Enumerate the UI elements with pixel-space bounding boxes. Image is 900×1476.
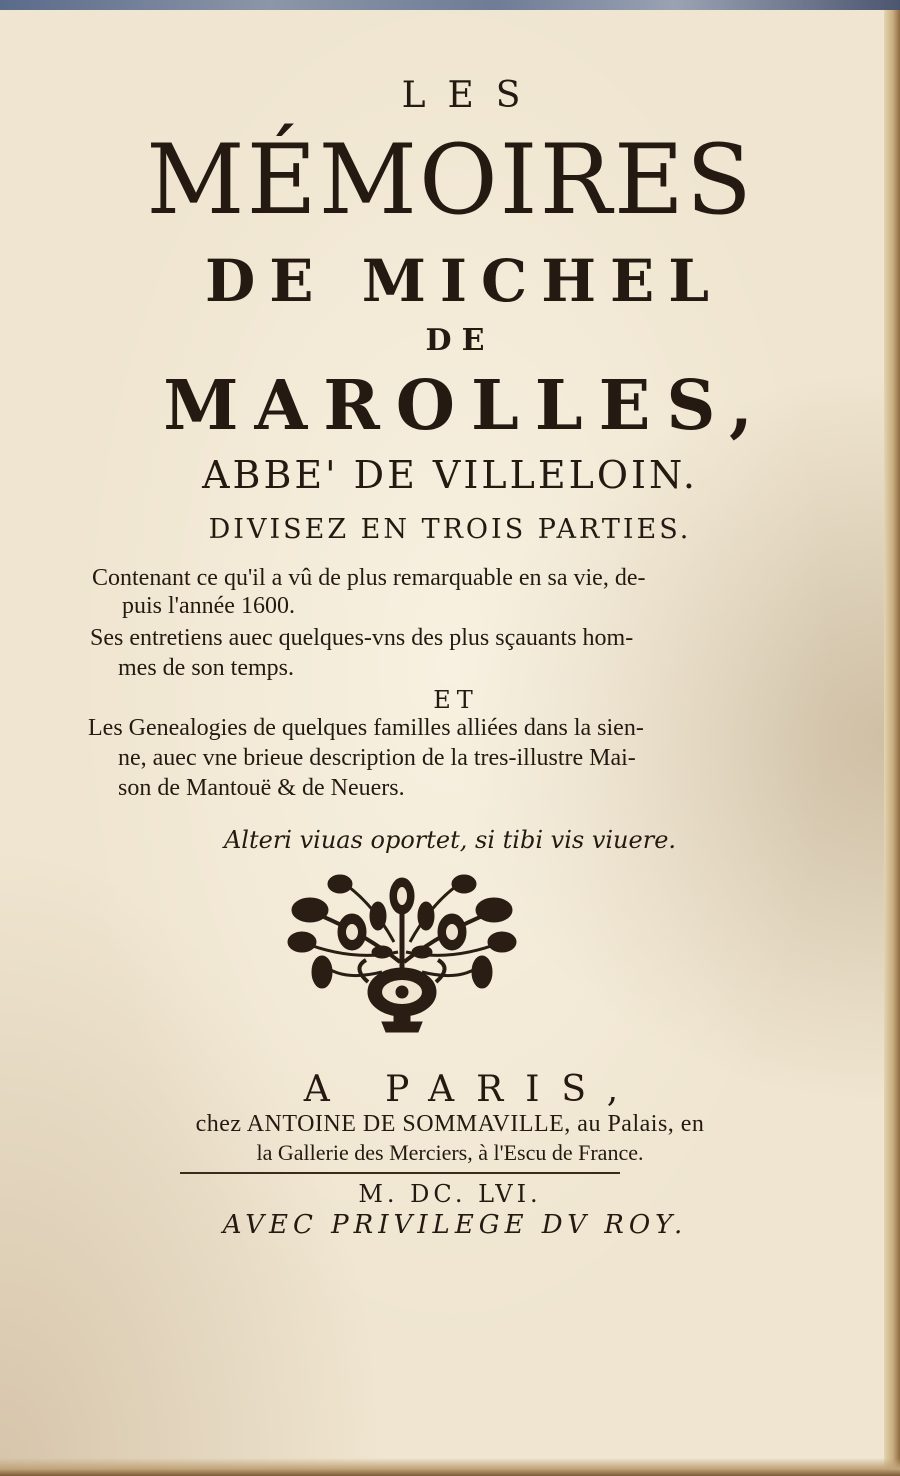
entretiens-line-1: Ses entretiens auec quelques-vns des plus sçauants hom- [90,625,634,651]
genealogies-line-2: ne, auec vne brieue description de la tres-illustre Mai- [118,745,636,771]
line-memoires: MÉMOIRES [146,124,754,236]
genealogies-line-3: son de Mantouë & de Neuers. [118,775,405,801]
line-marolles: MAROLLES, [163,366,769,446]
right-page-edge [884,10,900,1476]
motto: Alteri viuas oportet, si tibi vis viuere. [223,826,677,854]
line-les: LES [401,75,543,116]
bottom-page-edge [0,1458,900,1476]
genealogies-line-1: Les Genealogies de quelques familles alliées dans la sien- [88,715,644,741]
privilege-line: AVEC PRIVILEGE DV ROY. [222,1210,688,1240]
entretiens-line-2: mes de son temps. [118,655,294,681]
contenant-line-2: puis l'année 1600. [122,593,295,619]
line-de-michel: DE MICHEL [205,247,723,315]
printer-line-1: chez ANTOINE DE SOMMAVILLE, au Palais, en [195,1111,705,1137]
printer-line-2: la Gallerie des Merciers, à l'Escu de France. [256,1140,644,1165]
line-et: ET [433,686,479,714]
floral-vase-ornament-icon [282,872,522,1040]
date-line: M. DC. LVI. [358,1180,542,1208]
horizontal-rule [180,1172,620,1174]
line-de: DE [425,323,495,358]
line-abbe: ABBE' DE VILLELOIN. [202,453,698,497]
a-paris: A PARIS, [303,1069,641,1110]
line-divisez: DIVISEZ EN TROIS PARTIES. [208,514,692,545]
top-edge-binding [0,0,900,10]
contenant-line-1: Contenant ce qu'il a vû de plus remarquable en sa vie, de- [92,565,646,591]
